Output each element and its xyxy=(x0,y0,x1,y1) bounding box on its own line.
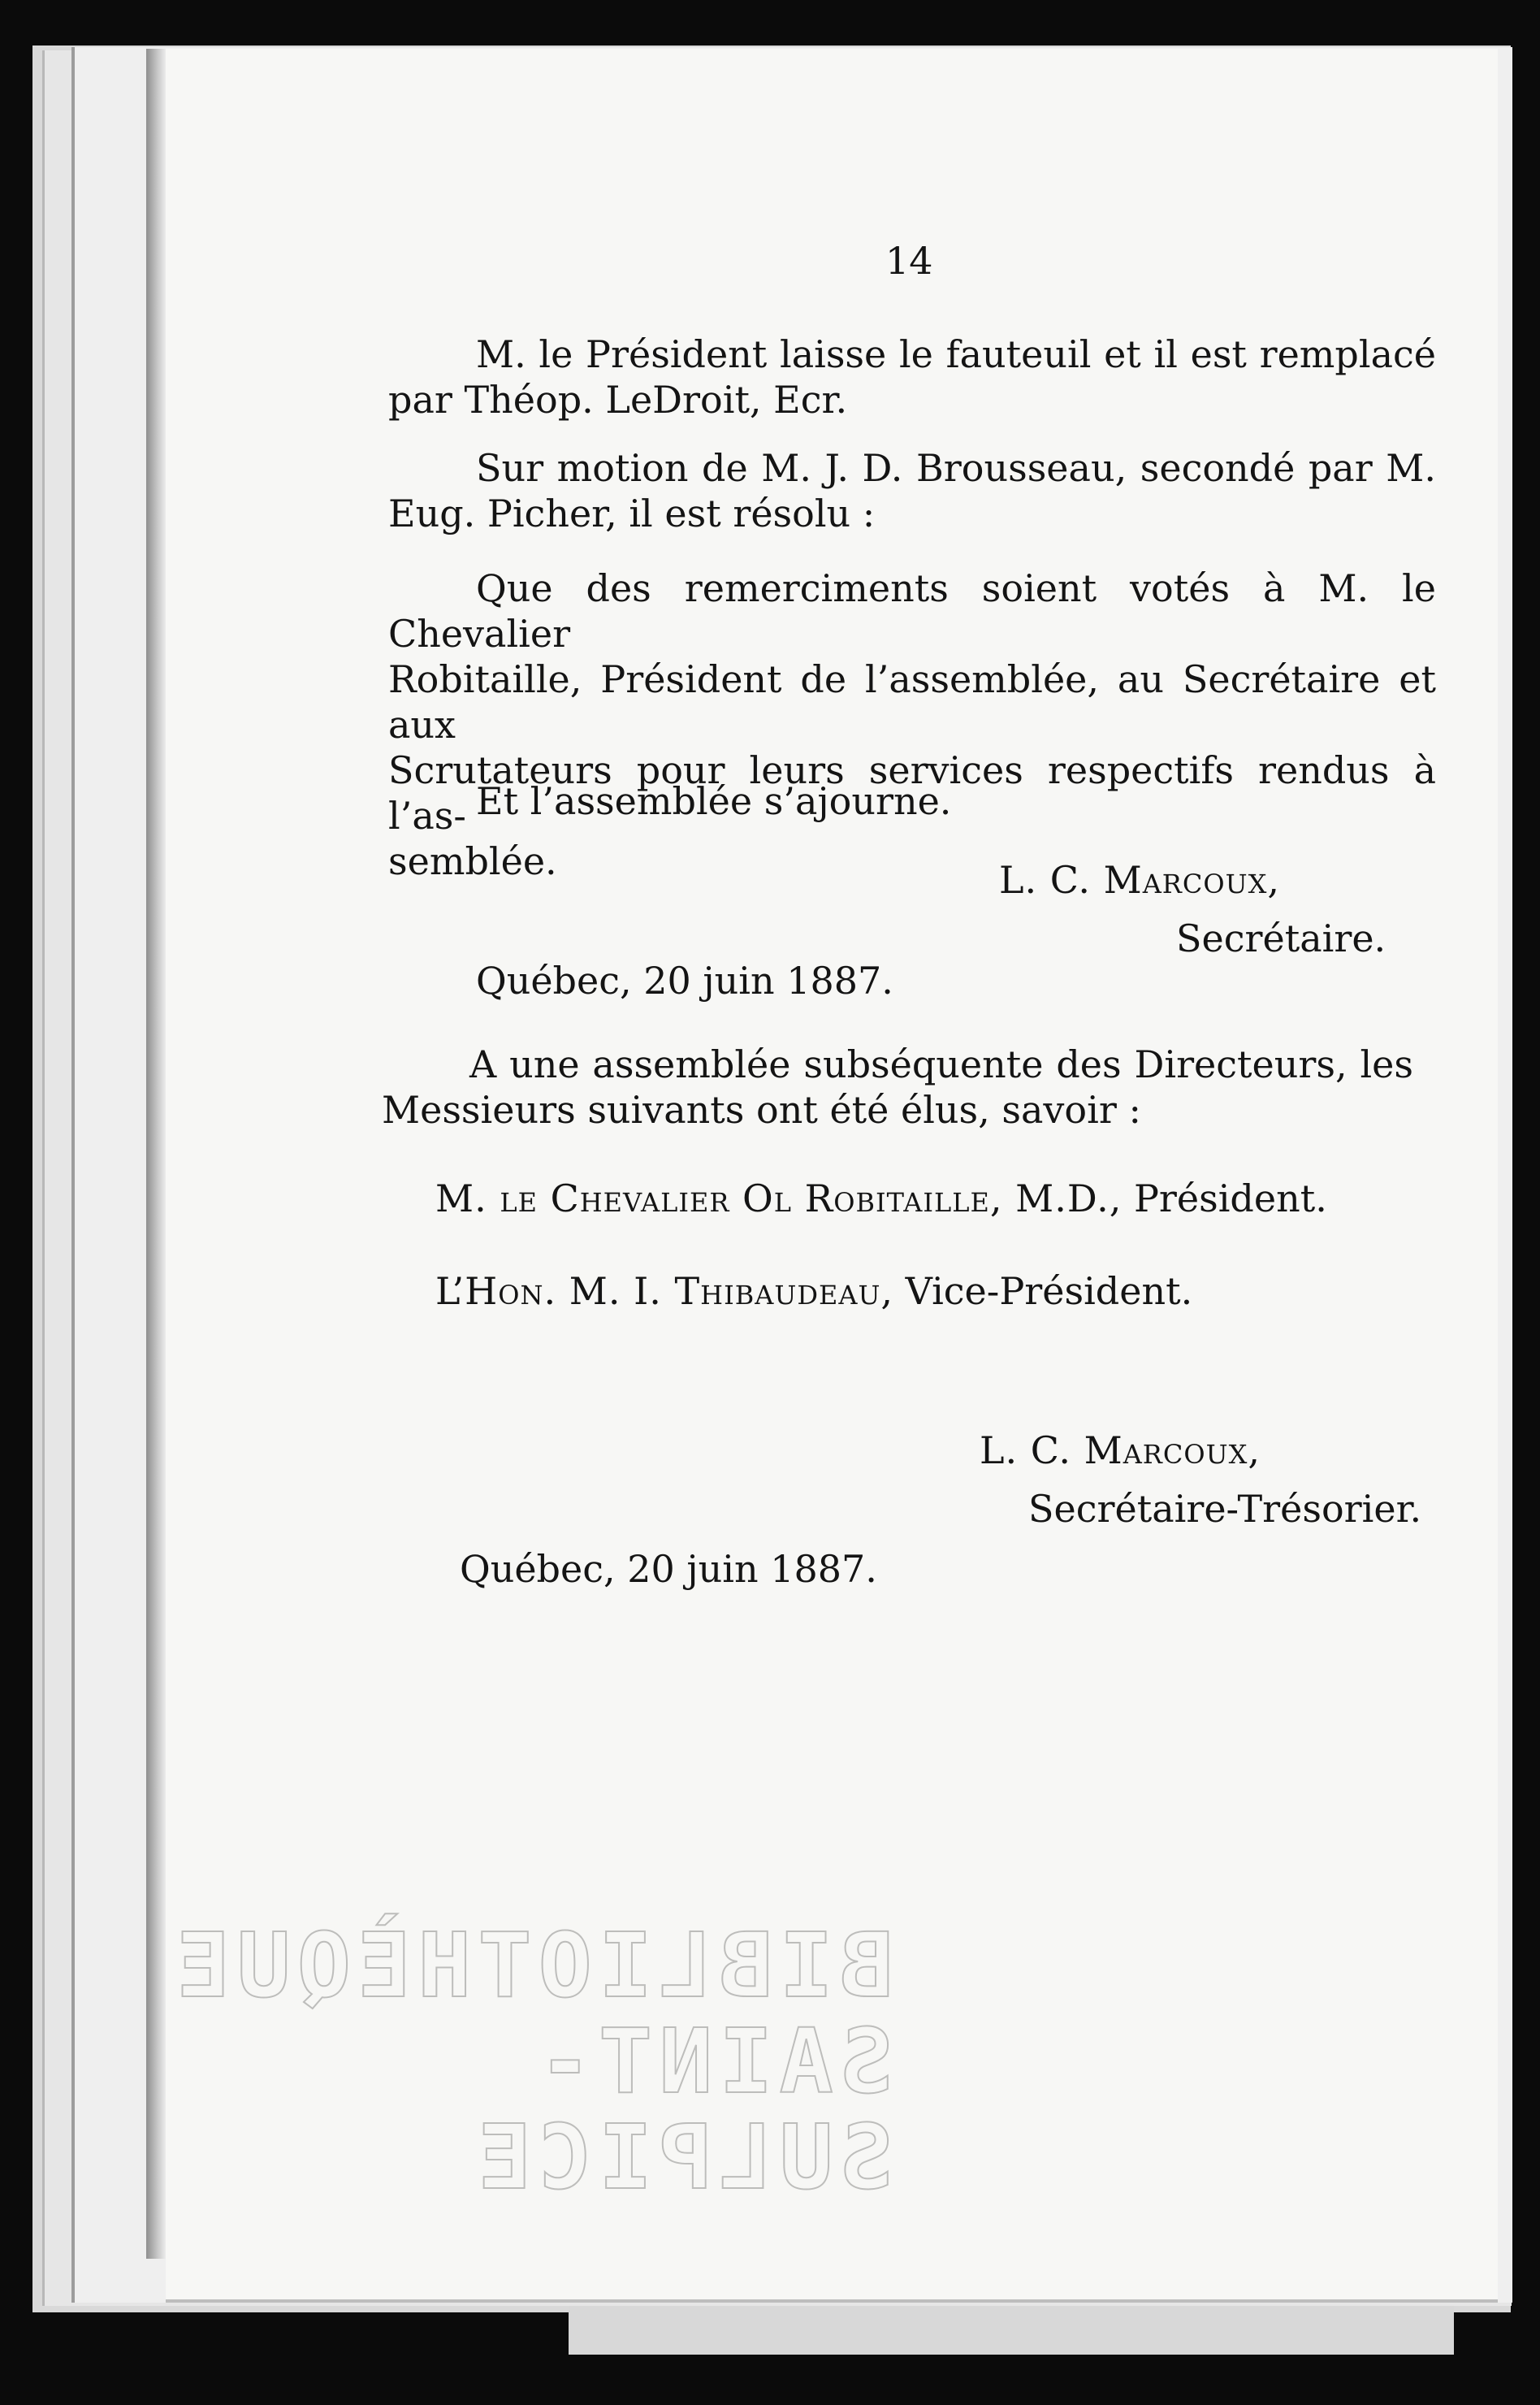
signature-name: L. C. Marcoux, xyxy=(999,858,1280,902)
officer-vice-president xyxy=(435,1269,1193,1313)
signature-title: Secrétaire-Trésorier. xyxy=(1028,1487,1422,1531)
paragraph xyxy=(388,332,1436,422)
officer-name: M. le Chevalier Ol Robitaille, M.D., xyxy=(435,1176,1123,1220)
date-line: Québec, 20 juin 1887. xyxy=(476,959,893,1003)
text-line: Robitaille, Président de l’assemblée, au Secrétaire et aux xyxy=(388,657,1436,747)
text-line: Scrutateurs pour leurs services respectifs rendus à l’as- xyxy=(388,748,1436,838)
text-line: Et l’assemblée s’ajourne. xyxy=(476,779,952,823)
stamp-line: SAINT-SULPICE xyxy=(471,2009,893,2209)
text-line: Que des remerciments soient votés à M. le Chevalier xyxy=(388,566,1436,656)
text-line: Messieurs suivants ont été élus, savoir : xyxy=(382,1088,1141,1132)
signature-name: L. C. Marcoux, xyxy=(980,1428,1261,1472)
paragraph xyxy=(388,778,1436,824)
text-line: A une assemblée subséquente des Directeurs, les xyxy=(469,1042,1413,1086)
text-line: semblée. xyxy=(388,839,557,883)
officer-president xyxy=(435,1176,1327,1220)
date-line: Québec, 20 juin 1887. xyxy=(460,1547,877,1591)
text-line: Sur motion de M. J. D. Brousseau, secondé par M. xyxy=(476,446,1436,490)
text-line: Eug. Picher, il est résolu : xyxy=(388,492,876,535)
paragraph xyxy=(382,1042,1413,1133)
page-stack-bottom xyxy=(569,2306,1454,2355)
text-line: par Théop. LeDroit, Ecr. xyxy=(388,378,848,422)
signature-title: Secrétaire. xyxy=(1176,916,1386,960)
officer-role: Président. xyxy=(1133,1176,1327,1220)
text-line: M. le Président laisse le fauteuil et il est remplacé xyxy=(476,332,1436,376)
binding-gutter xyxy=(146,49,166,2259)
stamp-line: BIBLIOTHÈQUE xyxy=(170,1913,893,2017)
paragraph xyxy=(388,445,1436,536)
paragraph xyxy=(388,566,1436,884)
page-number: 14 xyxy=(885,239,933,283)
library-perforation-stamp xyxy=(170,1913,893,2209)
officer-role: Vice-Président. xyxy=(905,1269,1193,1313)
officer-name: L’Hon. M. I. Thibaudeau, xyxy=(435,1269,894,1313)
